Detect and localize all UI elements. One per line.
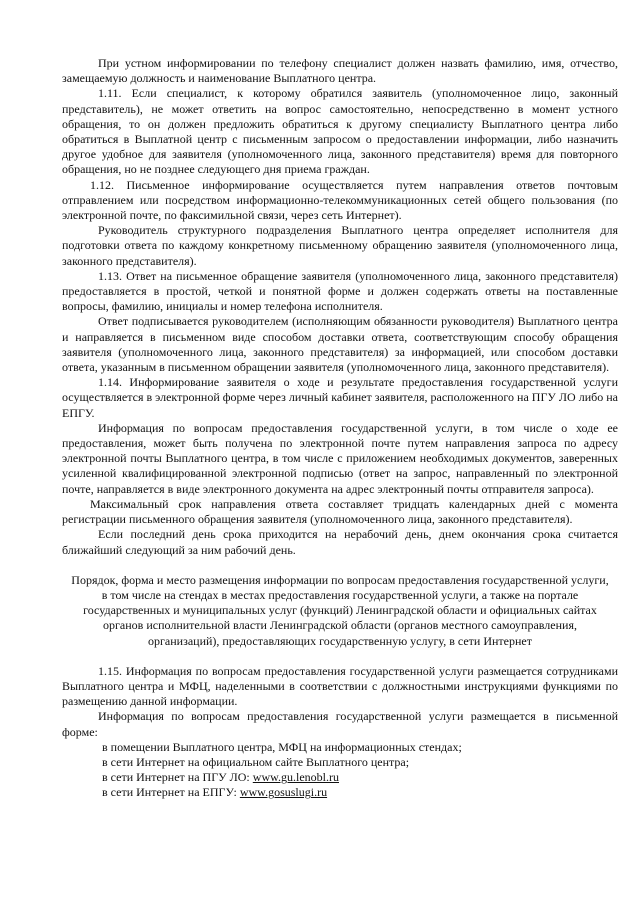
paragraph-1-14: 1.14. Информирование заявителя о ходе и результате предоставления государственной услуги осуществляется в электронной форме через личный кабинет заявителя, расположенного на ПГУ ЛО либо на ЕПГУ. [62, 375, 618, 420]
epgu-link[interactable]: www.gosuslugi.ru [239, 785, 328, 800]
paragraph-max-term: Максимальный срок направления ответа составляет тридцать календарных дней с момента регистрации письменного обращения заявителя (уполномоченного лица, законного представителя). [62, 496, 618, 527]
document-page [62, 56, 618, 801]
pgu-lo-link[interactable]: www.gu.lenobl.ru [252, 770, 339, 785]
paragraph-written-form: Информация по вопросам предоставления государственной услуги размещается в письменной форме: [62, 709, 618, 739]
paragraph-email-info: Информация по вопросам предоставления государственной услуги, в том числе о ходе ее предоставления, может быть получена по электронной почте путем направления запроса по адресу электронной почты Выплатного центра, в том числе с приложением необходимых документов, заверенных усиленной квалифицированной электронной подписью (ответ на запрос, направленный по электронной почте, направляется в виде электронного документа на адрес электронный почты отправителя запроса). [62, 420, 618, 496]
list-item: в помещении Выплатного центра, МФЦ на информационных стендах; [102, 739, 462, 754]
paragraph-answer-signed: Ответ подписывается руководителем (исполняющим обязанности руководителя) Выплатного центра и направляется в письменном виде способом доставки ответа, соответствующим способу обращения заявителя (уполномоченного лица, законного представителя) за информацией, или способом доставки ответа, указанным в письменном обращении заявителя (уполномоченного лица, законного представителя). [62, 314, 618, 375]
spacer [62, 649, 618, 664]
paragraph-phone-info: При устном информировании по телефону специалист должен назвать фамилию, имя, отчество, замещаемую должность и наименование Выплатного центра. [62, 56, 618, 86]
placement-list [62, 740, 618, 801]
paragraph-1-15: 1.15. Информация по вопросам предоставления государственной услуги размещается сотрудниками Выплатного центра и МФЦ, наделенными в соответствии с должностными инструкциями функциями по размещению данной информации. [62, 663, 618, 709]
paragraph-1-12: 1.12. Письменное информирование осуществляется путем направления ответов почтовым отправлением или посредством информационно-телекоммуникационных сетей общего пользования (по электронной почте, по факсимильной связи, через сеть Интернет). [62, 177, 618, 223]
list-item: в сети Интернет на ЕПГУ: www.gosuslugi.ru [102, 785, 328, 800]
list-item: в сети Интернет на ПГУ ЛО: www.gu.lenobl.ru [102, 770, 339, 785]
paragraph-last-day: Если последний день срока приходится на нерабочий день, днем окончания срока считается ближайший следующий за ним рабочий день. [62, 527, 618, 557]
section-heading: Порядок, форма и место размещения информации по вопросам предоставления государственной услуги, в том числе на стендах в местах предоставления государственной услуги, а также на портале государственных и муниципальных услуг (функций) Ленинградской области и официальных сайтах органов исполнительной власти Ленинградской области (органов местного самоуправления, организаций), предоставляющих государственную услугу, в сети Интернет [71, 572, 609, 648]
paragraph-1-13: 1.13. Ответ на письменное обращение заявителя (уполномоченного лица, законного представителя) предоставляется в простой, четкой и понятной форме и должен содержать ответы на поставленные вопросы, фамилию, инициалы и номер телефона исполнителя. [62, 268, 618, 314]
list-item: в сети Интернет на официальном сайте Выплатного центра; [102, 754, 410, 769]
paragraph-head-of-unit: Руководитель структурного подразделения Выплатного центра определяет исполнителя для подготовки ответа по каждому конкретному письменному обращению заявителя (уполномоченного лица, законного представителя). [62, 223, 618, 268]
paragraph-1-11: 1.11. Если специалист, к которому обратился заявитель (уполномоченное лицо, законный представитель), не может ответить на вопрос самостоятельно, непосредственно в момент устного обращения, то он должен предложить обратиться к другому специалисту Выплатного центра либо обратиться в Выплатной центр с письменным запросом о предоставлении информации, либо назначить другое удобное для заявителя (уполномоченного лица, законного представителя) время для повторного обращения, но не позднее следующего дня приема граждан. [62, 86, 618, 177]
